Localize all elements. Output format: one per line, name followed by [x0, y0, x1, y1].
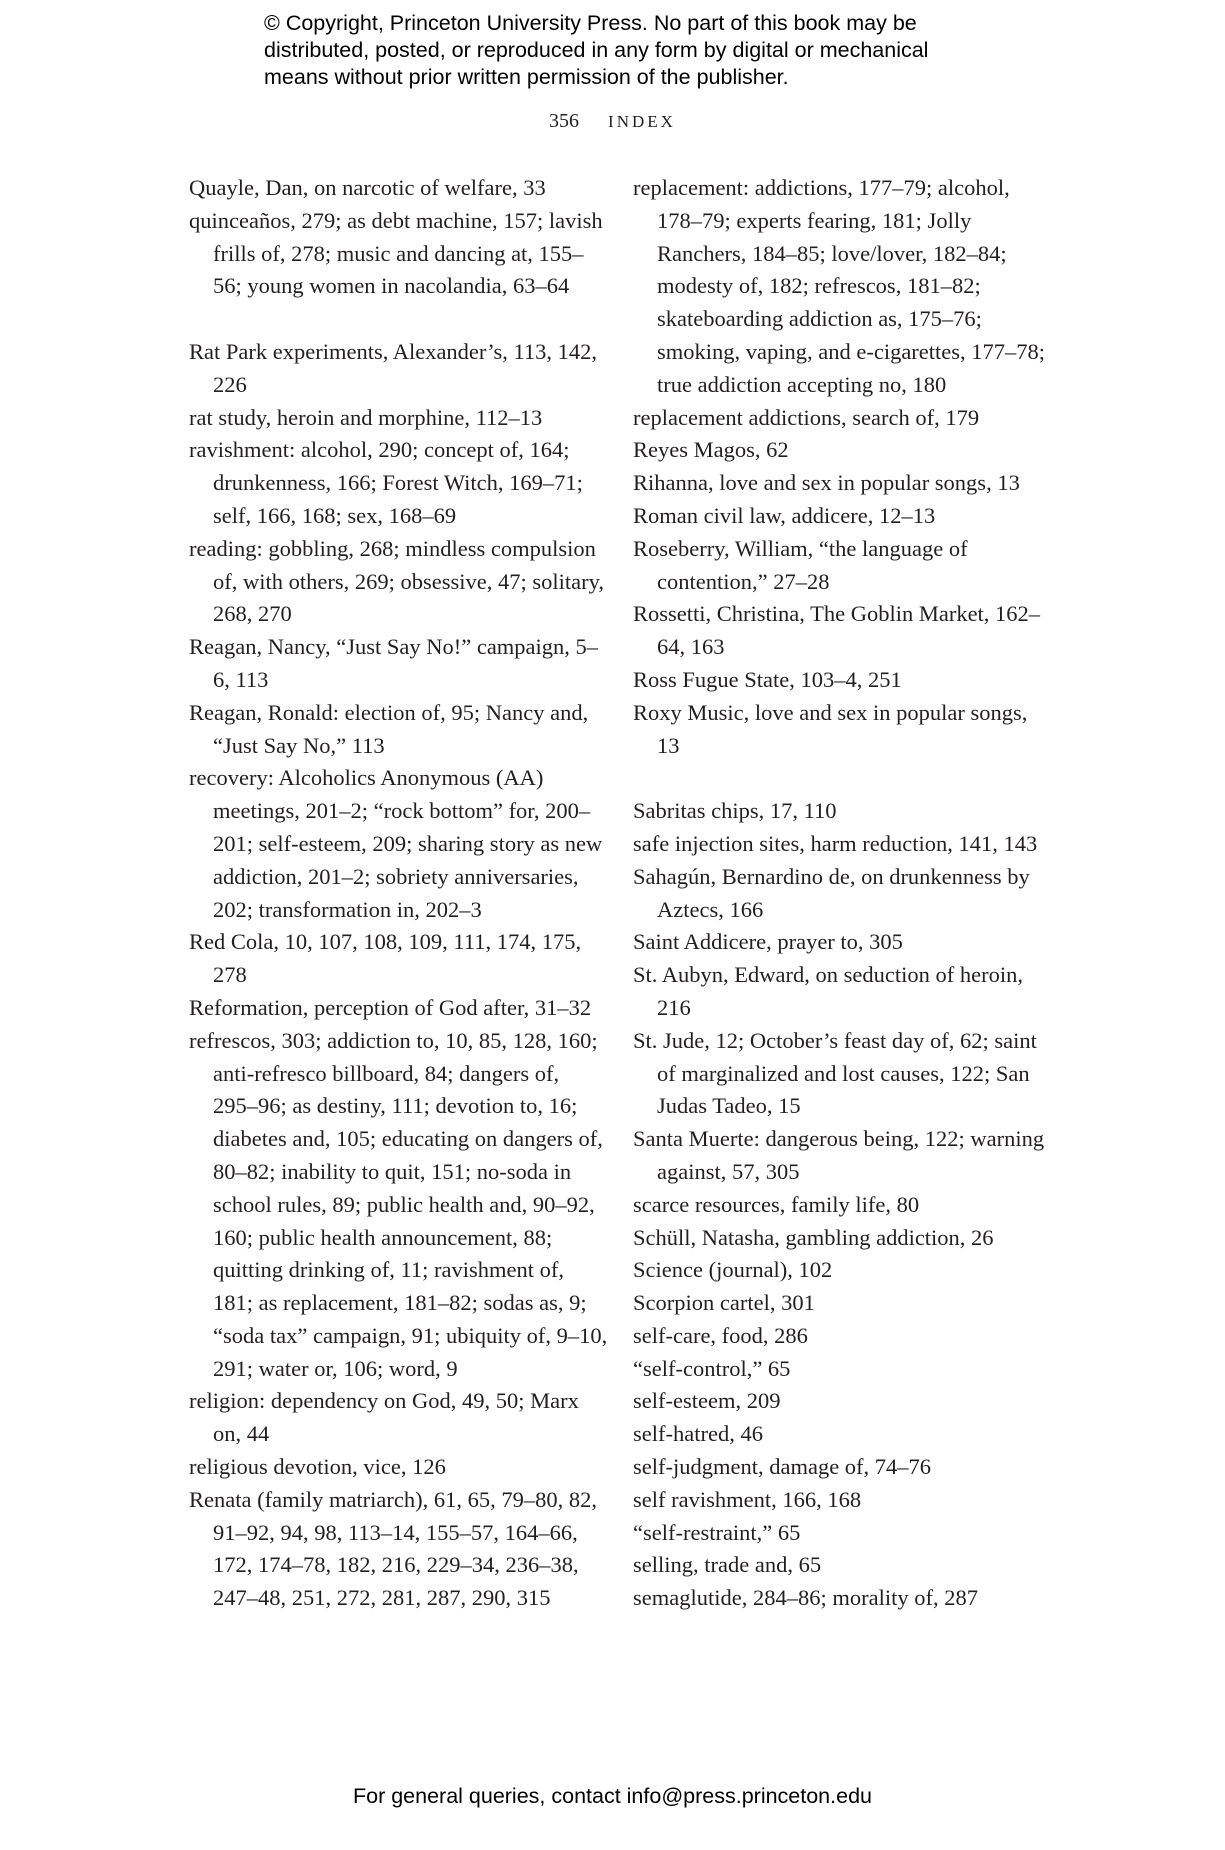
copyright-notice — [264, 10, 1024, 91]
letter-group-gap — [633, 762, 1053, 795]
index-entry: quinceaños, 279; as debt machine, 157; lavish frills of, 278; music and dancing at, 155–56; young women in nacolandia, 63–64 — [189, 207, 603, 299]
copyright-line: means without prior written permission of the publisher. — [264, 65, 789, 89]
index-entry: Renata (family matriarch), 61, 65, 79–80, 82, 91–92, 94, 98, 113–14, 155–57, 164–66, 172, 174–78, 182, 216, 229–34, 236–38, 247–48, 251, 272, 281, 287, 290, 315 — [189, 1486, 598, 1611]
index-entry: semaglutide, 284–86; morality of, 287 — [633, 1585, 978, 1611]
index-entry: self-judgment, damage of, 74–76 — [633, 1454, 932, 1480]
index-entry: St. Aubyn, Edward, on seduction of heroin, 216 — [633, 962, 1023, 1020]
index-entry: replacement: addictions, 177–79; alcohol, 178–79; experts fearing, 181; Jolly Ranchers, 184–85; love/lover, 182–84; modesty of, 182; refrescos, 181–82; skateboarding addiction as, 175–76; smoking, vaping, and e-cigarettes, 177–78; true addiction accepting no, 180 — [633, 175, 1046, 397]
index-entry: refrescos, 303; addiction to, 10, 85, 128, 160; anti-refresco billboard, 84; dangers of, 295–96; as destiny, 111; devotion to, 16; diabetes and, 105; educating on dangers of, 80–82; inability to quit, 151; no-soda in school rules, 89; public health and, 90–92, 160; public health announcement, 88; quitting drinking of, 11; ravishment of, 181; as replacement, 181–82; sodas as, 9; “soda tax” campaign, 91; ubiquity of, 9–10, 291; water or, 106; word, 9 — [189, 1027, 608, 1381]
index-entry: selling, trade and, 65 — [633, 1552, 822, 1578]
index-entry: Sahagún, Bernardino de, on drunkenness by Aztecs, 166 — [633, 863, 1030, 922]
index-entry: self-hatred, 46 — [633, 1421, 763, 1447]
contact-footer: For general queries, contact info@press.princeton.edu — [352, 1784, 872, 1808]
index-entry: Roseberry, William, “the language of contention,” 27–28 — [633, 535, 968, 594]
index-entry: Ross Fugue State, 103–4, 251 — [633, 666, 902, 692]
index-entry: Santa Muerte: dangerous being, 122; warning against, 57, 305 — [633, 1126, 1045, 1184]
section-title: INDEX — [608, 112, 676, 131]
index-entry: religious devotion, vice, 126 — [189, 1454, 446, 1480]
index-entry: Sabritas chips, 17, 110 — [633, 798, 837, 824]
letter-group-gap — [189, 303, 609, 336]
index-entry: reading: gobbling, 268; mindless compulsion of, with others, 269; obsessive, 47; solitary, 268, 270 — [189, 535, 605, 627]
index-entry: rat study, heroin and morphine, 112–13 — [189, 404, 543, 430]
index-entry: Reyes Magos, 62 — [633, 437, 789, 463]
index-entry: religion: dependency on God, 49, 50; Marx on, 44 — [189, 1388, 579, 1447]
index-entry: self-care, food, 286 — [633, 1322, 808, 1348]
index-entry: safe injection sites, harm reduction, 141, 143 — [633, 830, 1038, 856]
index-entry: self ravishment, 166, 168 — [633, 1486, 862, 1512]
index-entry: scarce resources, family life, 80 — [633, 1191, 920, 1217]
index-entry: self-esteem, 209 — [633, 1388, 781, 1414]
index-entry: Roman civil law, addicere, 12–13 — [633, 502, 936, 528]
copyright-line: distributed, posted, or reproduced in any form by digital or mechanical — [264, 38, 929, 62]
index-entry: St. Jude, 12; October’s feast day of, 62; saint of marginalized and lost causes, 122; San Judas Tadeo, 15 — [633, 1027, 1037, 1119]
index-entry: Science (journal), 102 — [633, 1257, 833, 1283]
index-entry: Rossetti, Christina, The Goblin Market, 162–64, 163 — [633, 601, 1041, 660]
copyright-line: © Copyright, Princeton University Press. No part of this book may be — [264, 11, 917, 35]
index-entry: Scorpion cartel, 301 — [633, 1290, 815, 1316]
index-entry: Rihanna, love and sex in popular songs, 13 — [633, 470, 1020, 496]
index-entry: replacement addictions, search of, 179 — [633, 404, 980, 430]
index-entry: recovery: Alcoholics Anonymous (AA) meetings, 201–2; “rock bottom” for, 200–201; self-esteem, 209; sharing story as new addiction, 201–2; sobriety anniversaries, 202; transformation in, 202–3 — [189, 765, 603, 922]
index-entry: Reagan, Ronald: election of, 95; Nancy and, “Just Say No,” 113 — [189, 699, 589, 758]
index-entry: Red Cola, 10, 107, 108, 109, 111, 174, 175, 278 — [189, 929, 582, 988]
index-column-right — [633, 172, 1053, 1615]
page-number: 356 — [549, 110, 580, 132]
index-entry: Reformation, perception of God after, 31–32 — [189, 994, 592, 1020]
index-entry: Schüll, Natasha, gambling addiction, 26 — [633, 1224, 994, 1250]
index-entry: Quayle, Dan, on narcotic of welfare, 33 — [189, 175, 546, 200]
index-entry: Rat Park experiments, Alexander’s, 113, 142, 226 — [189, 338, 598, 397]
index-entry: Reagan, Nancy, “Just Say No!” campaign, 5–6, 113 — [189, 634, 599, 692]
index-entry: ravishment: alcohol, 290; concept of, 164; drunkenness, 166; Forest Witch, 169–71; self, 166, 168; sex, 168–69 — [189, 437, 583, 528]
index-entry: “self-control,” 65 — [633, 1355, 791, 1381]
index-column-left — [189, 172, 609, 1615]
index-entry: Roxy Music, love and sex in popular songs, 13 — [633, 699, 1028, 758]
running-head — [0, 110, 1225, 133]
index-entry: Saint Addicere, prayer to, 305 — [633, 929, 903, 955]
index-entry: “self-restraint,” 65 — [633, 1519, 801, 1545]
